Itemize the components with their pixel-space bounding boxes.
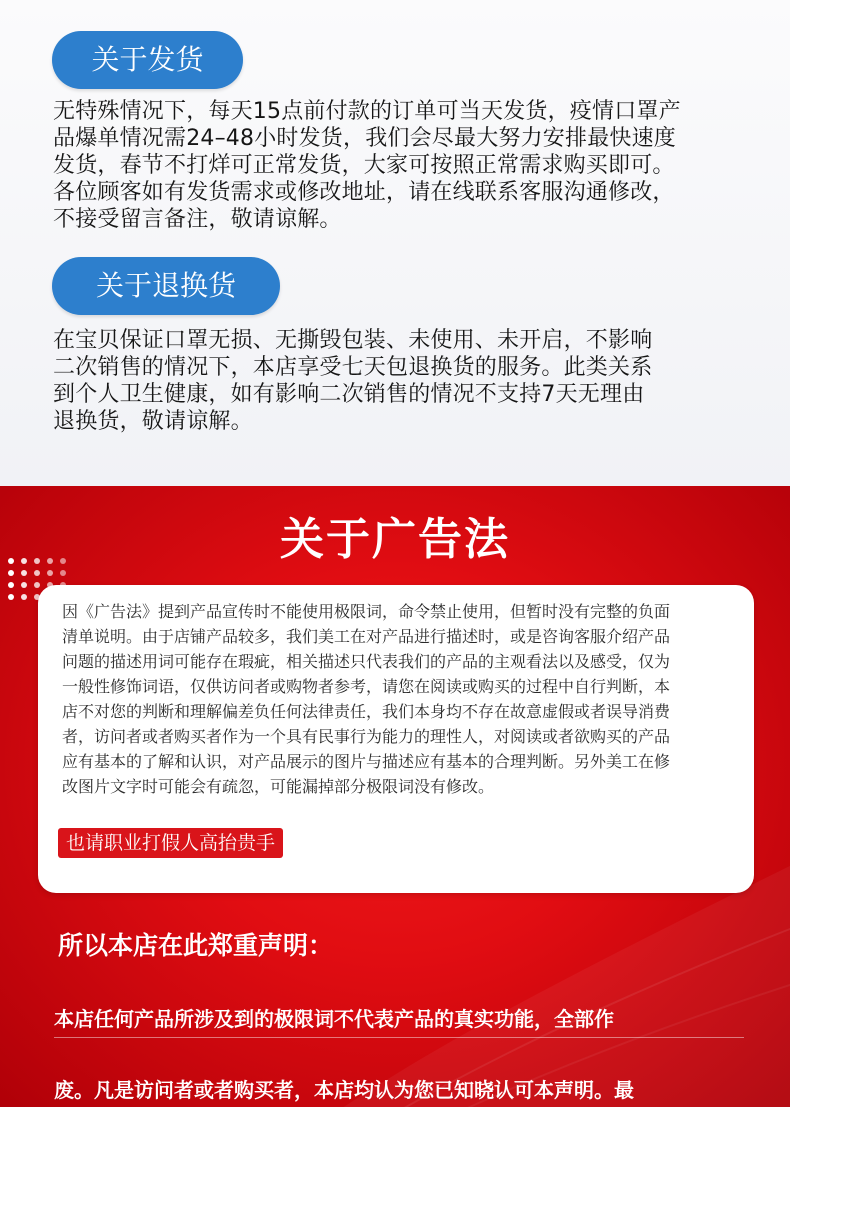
shipping-heading: 关于发货 bbox=[52, 31, 243, 89]
ad-law-card-text: 因《广告法》提到产品宣传时不能使用极限词，命令禁止使用，但暂时没有完整的负面 清单说明。由于店铺产品较多，我们美工在对产品进行描述时，或是咨询客服介绍产品 问题的描述用词可能存在瑕疵，相关描述只代表我们的产品的主观看法以及感受，仅为 一般性修饰词语，仅供访问者或购物者参考，请您在阅读或购买的过程中自行判断，本 店不对您的判断和理解偏差负任何法律责任，我们本身均不存在故意虚假或者误导消费 者，访问者或者购买者作为一个具有民事行为能力的理性人，对阅读或者欲购买的产品 应有基本的了解和认识，对产品展示的图片与描述应有基本的合理判断。另外美工在修 改图片文字时可能会有疏忽，可能漏掉部分极限词没有修改。 bbox=[62, 602, 671, 796]
decorative-dot bbox=[47, 570, 53, 576]
decorative-dot bbox=[34, 570, 40, 576]
ad-law-section bbox=[0, 486, 790, 1173]
shipping-text: 无特殊情况下，每天15点前付款的订单可当天发货，疫情口罩产 品爆单情况需24–48小时发货，我们会尽最大努力安排最快速度 发货，春节不打烊可正常发货，大家可按照正常需求购买即可。 各位顾客如有发货需求或修改地址，请在线联系客服沟通修改， 不接受留言备注，敬请谅解。 bbox=[53, 99, 681, 232]
declaration-line: 废。凡是访问者或者购买者，本店均认为您已知晓认可本声明。最 bbox=[54, 1073, 744, 1109]
ad-law-card bbox=[38, 585, 754, 893]
decorative-dot bbox=[21, 570, 27, 576]
professional-counterfeit-notice-tag: 也请职业打假人高抬贵手 bbox=[58, 828, 283, 858]
returns-heading: 关于退换货 bbox=[52, 257, 280, 315]
policy-section bbox=[0, 0, 790, 486]
decorative-dot bbox=[8, 582, 14, 588]
declaration-text bbox=[54, 967, 744, 1215]
decorative-dot bbox=[8, 594, 14, 600]
returns-text: 在宝贝保证口罩无损、无撕毁包装、未使用、未开启，不影响 二次销售的情况下，本店享受七天包退换货的服务。此类关系 到个人卫生健康，如有影响二次销售的情况不支持7天无理由 退换货，敬请谅解。 bbox=[53, 328, 653, 434]
declaration-line: 本店任何产品所涉及到的极限词不代表产品的真实功能，全部作 bbox=[54, 1002, 744, 1038]
ad-law-title: 关于广告法 bbox=[280, 514, 510, 565]
decorative-dot bbox=[60, 570, 66, 576]
decorative-dot bbox=[21, 582, 27, 588]
declaration-heading: 所以本店在此郑重声明： bbox=[58, 931, 334, 960]
decorative-dot bbox=[8, 570, 14, 576]
declaration-line: 后祝您购物愉快！ bbox=[54, 1144, 744, 1180]
decorative-dot bbox=[21, 594, 27, 600]
decorative-dot bbox=[34, 582, 40, 588]
